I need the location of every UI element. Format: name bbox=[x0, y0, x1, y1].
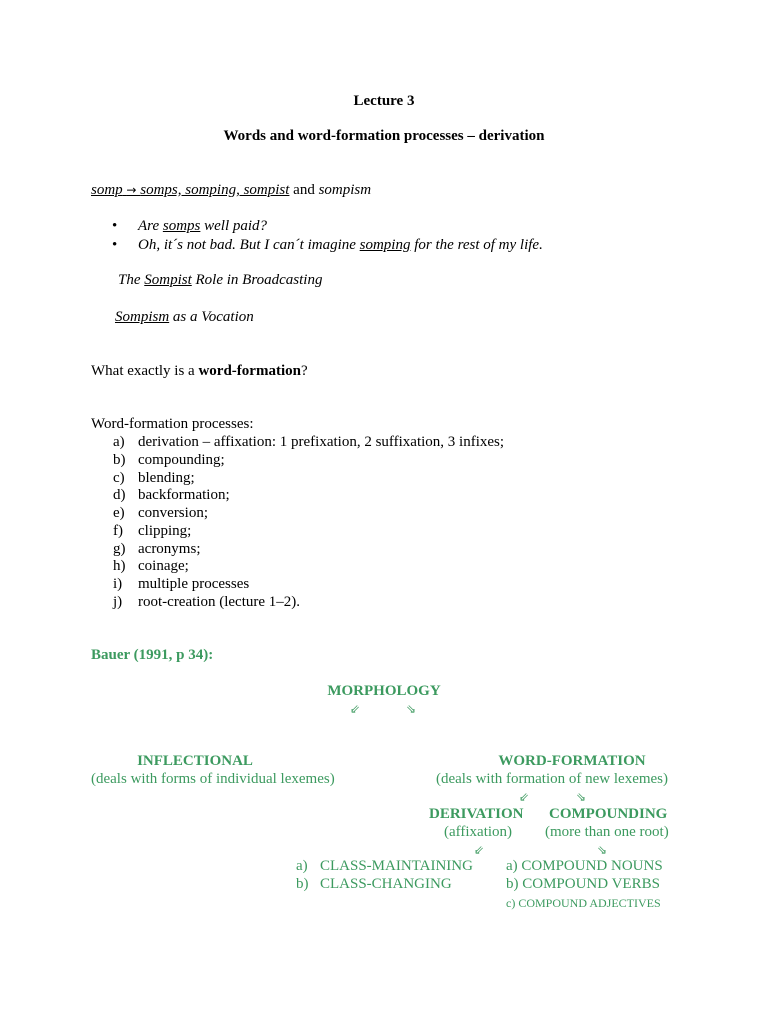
inflectional-node: INFLECTIONAL bbox=[137, 753, 253, 769]
arrow-down-left-icon: ⇙ bbox=[350, 702, 361, 716]
arrow-down-right-icon: ⇘ bbox=[597, 843, 608, 857]
question-line: What exactly is a word-formation? bbox=[91, 363, 308, 379]
arrow-down-left-icon: ⇙ bbox=[519, 790, 530, 804]
compounding-description: (more than one root) bbox=[545, 824, 669, 840]
somp-base: somp bbox=[91, 182, 123, 198]
compound-type: c) COMPOUND ADJECTIVES bbox=[506, 896, 661, 910]
compounding-node: COMPOUNDING bbox=[549, 806, 668, 822]
arrow-right-icon: → bbox=[126, 183, 137, 197]
underlined-word: Sompist bbox=[144, 272, 192, 288]
bauer-citation: Bauer (1991, p 34): bbox=[91, 647, 214, 663]
bullet-icon: • bbox=[112, 237, 118, 253]
example-title: The Sompist Role in Broadcasting bbox=[118, 272, 323, 288]
derivation-description: (affixation) bbox=[444, 824, 513, 840]
somp-derived-forms: somps, somping, sompist bbox=[140, 182, 290, 198]
morphology-node: MORPHOLOGY bbox=[327, 683, 441, 699]
somp-derivation-line bbox=[91, 181, 371, 199]
example-title: Sompism as a Vocation bbox=[115, 309, 254, 325]
compound-type: b) COMPOUND VERBS bbox=[506, 876, 660, 892]
word-formation-description: (deals with formation of new lexemes) bbox=[436, 771, 669, 787]
underlined-word: somps bbox=[162, 218, 201, 234]
inflectional-description: (deals with forms of individual lexemes) bbox=[91, 771, 335, 787]
underlined-word: Sompism bbox=[115, 309, 170, 325]
word-formation-node: WORD-FORMATION bbox=[498, 753, 646, 769]
keyword: word-formation bbox=[198, 363, 301, 379]
derivation-type: b) CLASS-CHANGING bbox=[296, 876, 452, 892]
document-page: Lecture 3 Words and word-formation processes – derivation somp → somps, somping, sompist and sompism • Are somps well paid? • Oh, it´s not bad. But I can´t imagine somping for the rest of my life. The Sompist Role in Broadcasting Sompism as a Vocation What exactly is a word-formation? Word-formation processes: a) derivation – affixation: 1 prefixation, 2 suffixation, 3 infixes; b) compounding; c) blending; d) backformation; e) conversion; f) clipping; g) acronyms; h) coinage; i) multiple processes j) root-creation (lecture 1–2). Bauer (1991, p 34): MORPHOLOGY ⇙ ⇘ INFLECTIONAL (deals with forms of individual lexemes) WORD-FORMATION (deals with formation of new lexemes) ⇙ ⇘ DERIVATION COMPOUNDING (affixation) (more than one root) ⇙ ⇘ a) CLASS-MAINTAINING b) CLASS-CHANGING a) COMPOUND NOUNS b) COMPOUND VERBS c) COMPOUND ADJECTIVES bbox=[0, 0, 768, 1024]
derivation-node: DERIVATION bbox=[429, 806, 524, 822]
lecture-number: Lecture 3 bbox=[353, 93, 415, 109]
arrow-down-right-icon: ⇘ bbox=[406, 702, 417, 716]
underlined-word: somping bbox=[359, 237, 411, 253]
lecture-title: Words and word-formation processes – derivation bbox=[223, 128, 545, 144]
arrow-down-right-icon: ⇘ bbox=[576, 790, 587, 804]
processes-heading: Word-formation processes: bbox=[91, 416, 254, 432]
somp-last-form: sompism bbox=[318, 182, 372, 198]
bullet-icon: • bbox=[112, 218, 118, 234]
and-word: and bbox=[293, 182, 315, 198]
compound-type: a) COMPOUND NOUNS bbox=[506, 858, 663, 874]
arrow-down-left-icon: ⇙ bbox=[474, 843, 485, 857]
derivation-type: a) CLASS-MAINTAINING bbox=[296, 858, 473, 874]
